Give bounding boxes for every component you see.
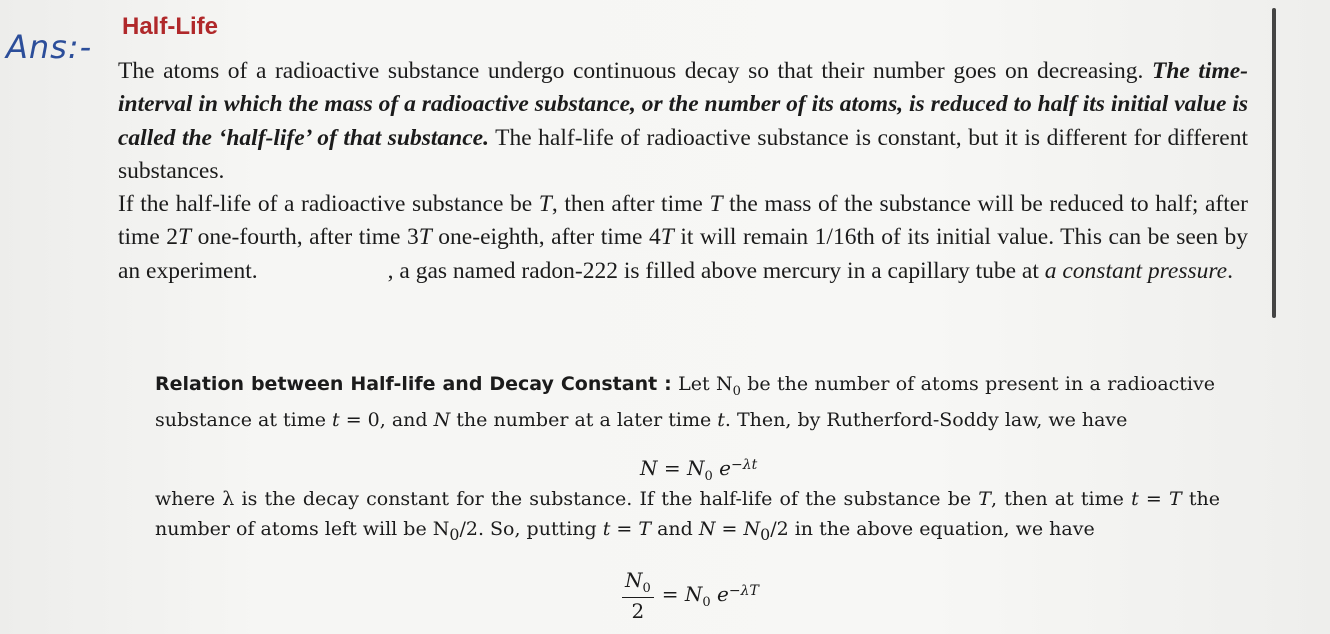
relation-sub0: 0	[732, 383, 741, 399]
para3-sub2: 0	[760, 524, 771, 544]
para2-part-i: .	[1227, 257, 1233, 284]
para3-T1: T	[978, 488, 991, 510]
relation-t1: t	[332, 409, 340, 432]
para3-g: N = N	[698, 518, 761, 540]
para2-part-g: , a gas named radon-222 is filled above mercury in a capillary tube at	[387, 257, 1045, 284]
relation-text-e: . Then, by Rutherford-Soddy law, we have	[724, 409, 1128, 432]
para3-t1: t = T	[1131, 488, 1182, 510]
para1-lead: The atoms of a radioactive substance undergo continuous decay so that their number goes on decreasing.	[118, 58, 1152, 84]
half-life-definition-paragraph	[118, 55, 1248, 288]
eq2-num-N: N	[625, 568, 643, 592]
relation-text-b: be the number of atoms present in a radioactive substance at time	[155, 373, 1215, 432]
para2-T1: T	[538, 191, 552, 218]
eq2-base: e	[710, 581, 729, 606]
derivation-paragraph	[155, 484, 1220, 550]
para2-part-e: one-eighth, after time 4	[431, 224, 661, 251]
margin-rule	[1272, 8, 1276, 318]
decay-law-equation	[640, 456, 757, 484]
eq2-rhs-sub: 0	[702, 594, 711, 610]
eq1-exponent: −λt	[730, 457, 758, 473]
para3-c: the number of atoms left will be N	[155, 488, 1220, 540]
para3-sub1: 0	[449, 524, 460, 544]
para2-part-b: , then after time	[551, 191, 710, 218]
eq2-exponent: −λT	[728, 582, 759, 599]
para2-T3: T	[178, 224, 192, 251]
relation-label: Relation between Half-life and Decay Constant :	[155, 373, 672, 395]
para3-f: and	[651, 518, 699, 540]
relation-text-c: = 0, and	[339, 409, 434, 432]
half-life-equation	[622, 568, 759, 623]
relation-t2: t	[717, 409, 725, 432]
section-heading: Half-Life	[122, 13, 218, 40]
eq2-denominator: 2	[631, 599, 645, 623]
eq2-eq: = N	[661, 581, 703, 606]
relation-N1: N	[433, 409, 451, 432]
para2-T4: T	[418, 224, 432, 251]
eq1-lhs: N = N	[640, 456, 705, 480]
para2-part-a: If the half-life of a radioactive substance be	[118, 191, 539, 218]
para3-h: /2 in the above equation, we have	[770, 518, 1095, 540]
eq1-base: e	[712, 456, 731, 480]
para3-a: where λ is the decay constant for the substance. If the half-life of the substance be	[155, 488, 979, 510]
eq2-num-sub: 0	[642, 581, 651, 596]
eq2-numerator	[622, 568, 654, 598]
eq1-sub: 0	[704, 469, 713, 484]
handwritten-annotation: Ans:-	[6, 28, 93, 66]
relation-paragraph	[155, 370, 1215, 436]
para3-b: , then at time	[990, 488, 1132, 510]
relation-text-d: the number at a later time	[450, 409, 718, 432]
half-life-definition: The time-interval in which the mass of a radioactive substance, or the number of its atoms, is reduced to half its initial value is called the ‘half-life’ of that substance.	[118, 58, 1248, 151]
relation-text-a: Let N	[671, 373, 733, 395]
para2-T2: T	[709, 191, 723, 218]
para2-part-d: one-fourth, after time 3	[191, 224, 419, 251]
eq2-rhs	[662, 582, 759, 610]
para2-T5: T	[660, 224, 674, 251]
para3-e: t = T	[602, 518, 652, 540]
para2-part-h: a constant pressure	[1044, 257, 1228, 284]
para3-d: /2. So, putting	[459, 518, 603, 540]
para2-part-c: the mass of the substance will be reduced to half; after time 2	[118, 191, 1248, 251]
para1-tail: The half-life of radioactive substance is constant, but it is different for different substances.	[118, 124, 1248, 184]
para2-part-f: it will remain 1/16th of its initial value. This can be seen by an experiment.	[118, 224, 1249, 284]
eq2-fraction	[622, 568, 654, 623]
